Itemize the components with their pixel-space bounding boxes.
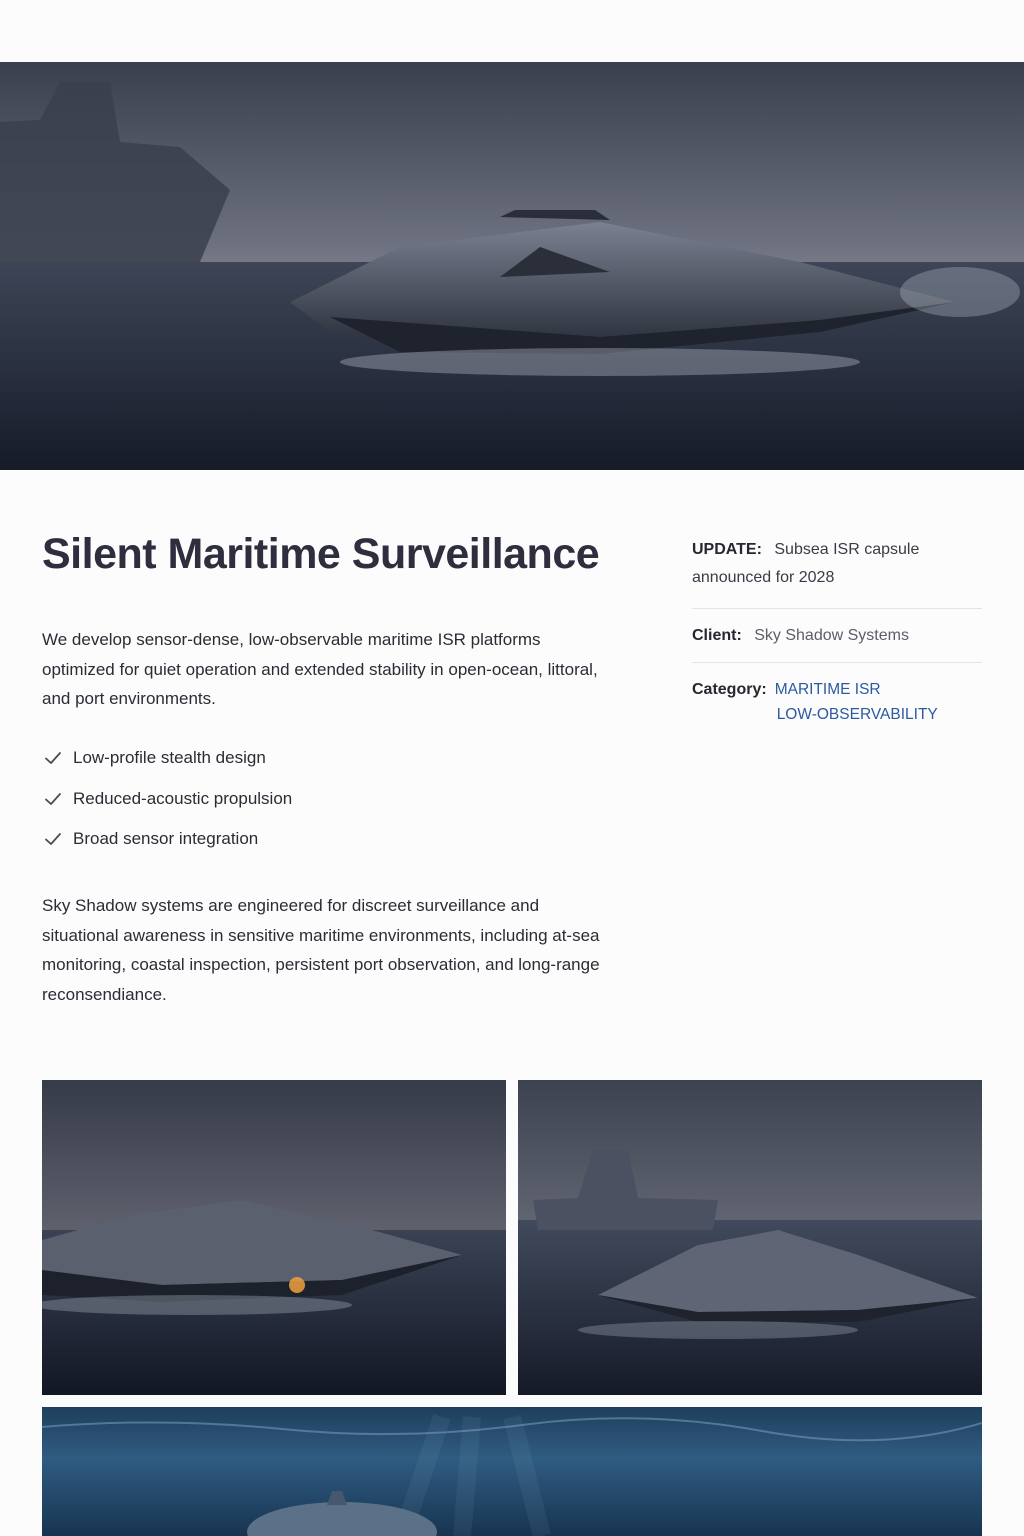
client-value: Sky Shadow Systems: [754, 627, 909, 644]
feature-label: Low-profile stealth design: [73, 748, 266, 768]
feature-label: Broad sensor integration: [73, 829, 259, 849]
gallery-image-2[interactable]: [518, 1080, 982, 1395]
check-icon: [42, 828, 64, 850]
page-title: Silent Maritime Surveillance: [42, 530, 600, 578]
intro-paragraph: We develop sensor-dense, low-observable maritime ISR platforms optimized for quiet operation and extended stability in open-ocean, littoral, and port environments.: [42, 630, 598, 708]
category-label: Category:: [692, 681, 767, 698]
feature-item: [42, 819, 292, 860]
hero-image: [0, 62, 1024, 470]
feature-item: [42, 738, 292, 779]
description-paragraph: Sky Shadow systems are engineered for discreet surveillance and situational awareness in sensitive maritime environments, including at-sea monitoring, coastal inspection, persistent port observation, and long-range reconsendiance.: [42, 896, 600, 1004]
update-value: Subsea ISR capsule announced for 2028: [692, 541, 920, 586]
gallery-image-1[interactable]: [42, 1080, 506, 1395]
gallery-image-3[interactable]: [42, 1407, 982, 1536]
client-label: Client:: [692, 627, 742, 644]
update-label: UPDATE:: [692, 541, 762, 558]
category-row: [692, 663, 982, 731]
feature-item: [42, 779, 292, 820]
feature-label: Reduced-acoustic propulsion: [73, 788, 293, 808]
feature-list: [42, 738, 292, 860]
category-list: [775, 681, 938, 731]
update-row: [692, 536, 982, 609]
client-row: [692, 609, 982, 663]
category-link[interactable]: LOW-OBSERVABILITY: [776, 706, 938, 723]
check-icon: [42, 788, 64, 810]
project-meta: [692, 536, 982, 731]
category-link[interactable]: MARITIME ISR: [774, 681, 881, 698]
check-icon: [42, 747, 64, 769]
